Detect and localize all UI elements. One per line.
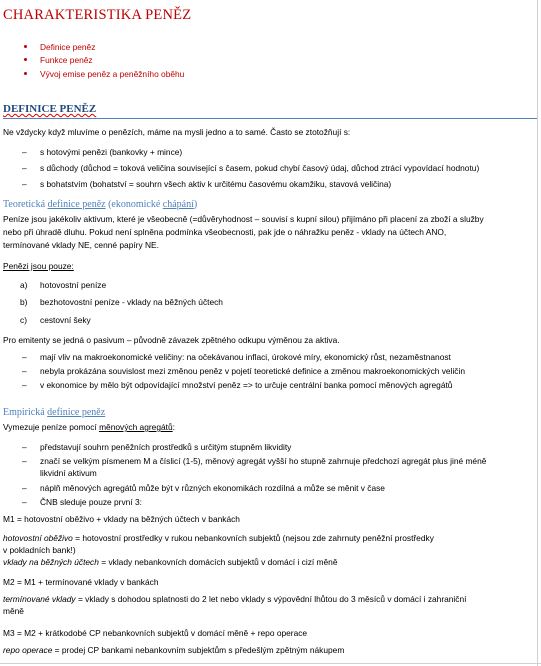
dash-icon: – xyxy=(22,442,27,452)
definice-item: s hotovými penězi (bankovky + mince) xyxy=(40,147,183,157)
m2-definition: M2 = M1 + termínované vklady v bankách xyxy=(3,577,159,587)
m3-definition: M3 = M2 + krátkodobé CP nebankovních subjektů v domácí měně + repo operace xyxy=(3,628,308,638)
pasivum-paragraph: Pro emitenty se jedná o pasivum – původně závazek zpětného odkupu výměnou za aktiva. xyxy=(3,335,340,345)
empiricka-intro xyxy=(3,421,175,433)
list-number: a) xyxy=(20,280,28,290)
hotovostni-definition-cont: v pokladních bank!) xyxy=(3,545,76,555)
dash-icon: – xyxy=(22,497,27,507)
dash-icon: – xyxy=(22,380,27,390)
heading-link[interactable]: definice peněz xyxy=(47,199,106,210)
toc-item-definice[interactable]: Definice peněz xyxy=(40,42,96,52)
heading-part: Empirická xyxy=(3,407,48,418)
intro-part: Vymezuje peníze pomocí xyxy=(3,422,100,432)
teoreticka-paragraph: nebo při úhradě dluhu. Pokud není splněna podmínka všeobecnosti, pak jde o náhražku peněz - vklady na účtech ANO, xyxy=(3,227,447,237)
teoreticka-dash-item: v ekonomice by mělo být odpovídající množství peněz => to určuje centrální banka pomocí měnových agregátů xyxy=(40,380,453,390)
section-heading-empiricka xyxy=(3,407,105,419)
terminovane-definition xyxy=(3,593,466,605)
list-item: cestovní šeky xyxy=(40,315,91,325)
dash-icon: – xyxy=(22,163,27,173)
toc-bullet-icon xyxy=(24,45,27,48)
toc-item-vyvoj[interactable]: Vývoj emise peněz a peněžního oběhu xyxy=(40,69,185,79)
toc-bullet-icon xyxy=(24,72,27,75)
terminovane-definition-cont: měně xyxy=(3,606,24,616)
heading-part: (ekonomické xyxy=(105,199,163,210)
term-label: termínované vklady xyxy=(3,594,76,604)
toc-item-funkce[interactable]: Funkce peněz xyxy=(40,55,93,65)
dash-icon: – xyxy=(22,456,27,466)
term-text: = vklady nebankovních domácích subjektů v domácí i cizí měně xyxy=(98,557,338,567)
list-item: bezhotovostní peníze - vklady na běžných účtech xyxy=(40,297,223,307)
term-text: = hotovostní prostředky v rukou nebankovních subjektů (nejsou zde zahrnuty peněžní prostředky xyxy=(72,533,434,543)
page-edge-bottom xyxy=(0,663,541,664)
dash-icon: – xyxy=(22,352,27,362)
section-heading-teoreticka xyxy=(3,199,197,211)
section-heading-definice: DEFINICE PENĚZ xyxy=(3,103,97,115)
toc-bullet-icon xyxy=(24,58,27,61)
teoreticka-paragraph: Peníze jsou jakékoliv aktivum, které je všeobecně (=důvěryhodnost – souvisí s kupní silou) přijímáno při placení za zboží a služby xyxy=(3,214,484,224)
teoreticka-dash-item: mají vliv na makroekonomické veličiny: na očekávanou inflaci, úrokové míry, ekonomický růst, nezaměstnanost xyxy=(40,352,451,362)
dash-icon: – xyxy=(22,366,27,376)
empiricka-dash-item: náplň měnových agregátů může být v různých ekonomikách rozdílná a může se měnit v čase xyxy=(40,483,385,493)
empiricka-dash-item-cont: likvidní aktivum xyxy=(40,468,97,478)
m1-definition: M1 = hotovostní oběživo + vklady na běžných účtech v bankách xyxy=(3,514,240,524)
term-label: vklady na běžných účtech xyxy=(3,557,99,567)
intro-link[interactable]: měnových agregátů xyxy=(99,422,173,432)
page-edge-right xyxy=(537,0,538,666)
pouze-label: Penězi jsou pouze: xyxy=(3,261,74,271)
heading-link[interactable]: definice peněz xyxy=(47,407,106,418)
hotovostni-definition xyxy=(3,532,434,544)
empiricka-dash-item: představují souhrn peněžních prostředků s určitým stupněm likvidity xyxy=(40,442,292,452)
repo-definition xyxy=(3,644,344,656)
term-label: hotovostní oběživo xyxy=(3,533,73,543)
teoreticka-paragraph: termínované vklady NE, cenné papíry NE. xyxy=(3,240,159,250)
term-label: repo operace xyxy=(3,645,53,655)
bezne-ucty-definition xyxy=(3,556,337,568)
list-number: b) xyxy=(20,297,28,307)
list-item: hotovostní peníze xyxy=(40,280,107,290)
empiricka-dash-item: ČNB sleduje pouze první 3: xyxy=(40,497,142,507)
list-number: c) xyxy=(20,315,27,325)
heading-rule xyxy=(3,118,537,119)
term-text: = vklady s dohodou splatnosti do 2 let nebo vklady s výpovědní lhůtou do 3 měsíců v domácí i zahraniční xyxy=(75,594,467,604)
heading-part: ) xyxy=(193,199,198,210)
teoreticka-dash-item: nebyla prokázána souvislost mezi změnou peněz v pojetí teoretické definice a změnou makroekonomických veličin xyxy=(40,366,466,376)
term-text: = prodej CP bankami nebankovním subjektům s předešlým zpětným nákupem xyxy=(52,645,345,655)
page-title: CHARAKTERISTIKA PENĚZ xyxy=(3,7,192,23)
heading-link[interactable]: chápání xyxy=(162,199,194,210)
heading-part: Teoretická xyxy=(3,199,48,210)
dash-icon: – xyxy=(22,483,27,493)
dash-icon: – xyxy=(22,147,27,157)
definice-item: s bohatstvím (bohatství = souhrn všech aktiv k určitému časovému okamžiku, stavová veličina) xyxy=(40,179,392,189)
dash-icon: – xyxy=(22,179,27,189)
definice-intro: Ne vždycky když mluvíme o penězích, máme na mysli jedno a to samé. Často se ztotožňují s: xyxy=(3,127,351,137)
empiricka-dash-item: značí se velkým písmenem M a číslicí (1-5), měnový agregát vyšší ho stupně zahrnuje předchozí agregát plus jiné méně xyxy=(40,456,487,466)
definice-item: s důchody (důchod = toková veličina související s časem, pokud chybí časový údaj, důchod ztrácí vypovídací hodnotu) xyxy=(40,163,480,173)
intro-part: : xyxy=(172,422,175,432)
